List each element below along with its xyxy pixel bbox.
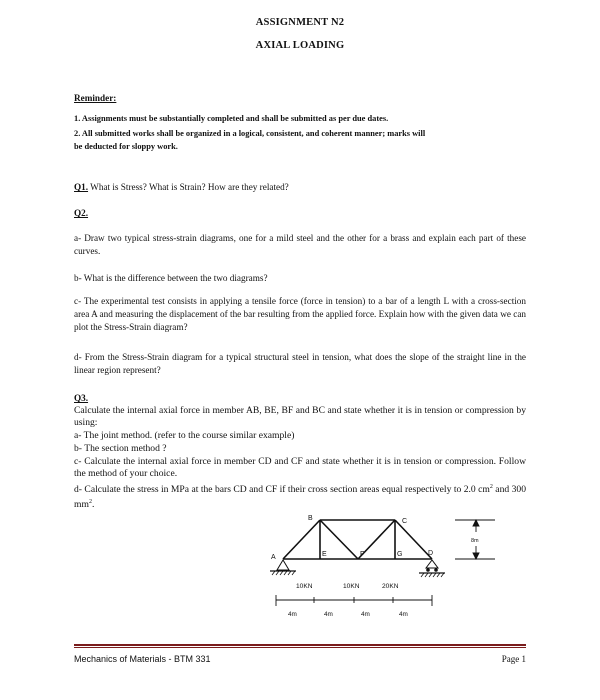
member-AB bbox=[283, 520, 320, 559]
load-label-E: 10KN bbox=[296, 583, 313, 590]
load-label-F: 10KN bbox=[343, 583, 360, 590]
load-label-G: 20KN bbox=[382, 583, 399, 590]
question-3-a: a- The joint method. (refer to the course similar example) bbox=[74, 430, 295, 441]
height-label: 8m bbox=[471, 538, 479, 544]
span-dimension bbox=[276, 595, 432, 606]
node-label-B: B bbox=[308, 515, 313, 522]
footer-course: Mechanics of Materials - BTM 331 bbox=[74, 654, 211, 664]
question-3-intro: Calculate the internal axial force in member AB, BE, BF and BC and state whether it is in tension or compression by using: bbox=[74, 405, 526, 429]
reminder-item-2-line-2: be deducted for sloppy work. bbox=[74, 142, 178, 151]
reminder-heading: Reminder: bbox=[74, 93, 117, 103]
footer-page-number: Page 1 bbox=[501, 654, 526, 664]
assignment-subtitle: AXIAL LOADING bbox=[255, 40, 345, 51]
span-label-1: 4m bbox=[288, 611, 297, 618]
question-2-d: d- From the Stress-Strain diagram for a typical structural steel in tension, what does the slope of the straight line in the linear region represent? bbox=[74, 352, 526, 375]
node-label-G: G bbox=[397, 551, 403, 558]
question-2-a: a- Draw two typical stress-strain diagrams, one for a mild steel and the other for a brass and explain each part of these curves. bbox=[74, 233, 526, 256]
question-3-b: b- The section method ? bbox=[74, 443, 167, 454]
node-label-C: C bbox=[402, 518, 408, 525]
question-1-label: Q1. bbox=[74, 182, 89, 192]
question-2-c: c- The experimental test consists in applying a tensile force (force in tension) to a bar of a length L with a cross-section area A and measuring the displacement of the bar resulting from the applied force. Explain how with the given data we can plot the Stress-Strain diagram? bbox=[74, 296, 526, 332]
node-label-F: F bbox=[360, 551, 365, 558]
node-label-A: A bbox=[271, 554, 276, 561]
truss-members bbox=[283, 520, 432, 559]
question-3-d: d- Calculate the stress in MPa at the bars CD and CF if their cross section areas equal respectively to 2.0 $cm^2$ and 300 $mm^2$. bbox=[74, 484, 526, 511]
question-2-label: Q2. bbox=[74, 208, 89, 218]
span-label-2: 4m bbox=[324, 611, 333, 618]
node-label-E: E bbox=[322, 551, 327, 558]
reminder-item-2-line-1: 2. All submitted works shall be organized in a logical, consistent, and coherent manner; marks will bbox=[74, 129, 426, 138]
reminder-item-1: 1. Assignments must be substantially completed and shall be submitted as per due dates. bbox=[74, 114, 389, 123]
assignment-title: ASSIGNMENT N2 bbox=[255, 17, 345, 28]
span-label-4: 4m bbox=[399, 611, 408, 618]
footer-divider-thin bbox=[74, 647, 526, 648]
question-3-label: Q3. bbox=[74, 393, 89, 403]
pin-support-A bbox=[270, 560, 296, 575]
span-label-3: 4m bbox=[361, 611, 370, 618]
node-label-D: D bbox=[428, 550, 434, 557]
question-3-c: c- Calculate the internal axial force in member CD and CF and state whether it is in tension or compression. Follow the method of your choice. bbox=[74, 456, 526, 480]
footer-divider bbox=[74, 644, 526, 646]
question-1-text: What is Stress? What is Strain? How are they related? bbox=[88, 182, 289, 192]
roller-support-D bbox=[419, 560, 445, 577]
question-2-b: b- What is the difference between the two diagrams? bbox=[74, 273, 268, 283]
